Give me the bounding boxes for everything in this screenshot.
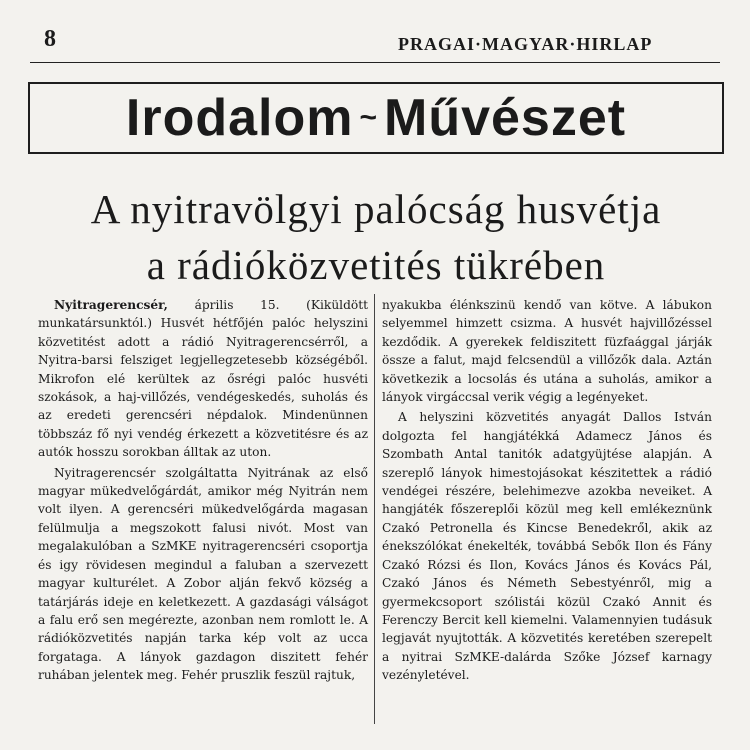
masthead: PRAGAI·MAGYAR·HIRLAP [398, 34, 653, 54]
article-column-right [382, 296, 712, 685]
column-divider [374, 294, 375, 724]
article-column-left [38, 296, 368, 685]
paragraph-text: április 15. (Kiküldött munkatársunktól.) Husvét hétfőjén palóc helyszini közvetitést adott a rádió Nyitragerencsérről, a Nyitra-barsi felsziget legjellegzetesebb községéből. Mikrofon elé kerültek az ősrégi palóc husvéti szokások, a haj-villőzés, vendégeskedés, suholás és az eredeti gerencséri népdalok. Mindenünnen többszáz fő nyi vendég érkezett a közvetitésre és az autók hosszu sorokban álltak az uton. [38, 298, 368, 460]
header-rule [30, 62, 720, 63]
article-paragraph: Nyitragerencsér szolgáltatta Nyitrának az első magyar mükedvelőgárdát, amikor még Nyitrán nem volt ilyen. A gerencséri mükedvelőgárda magasan felülmulja a megszokott falusi nivót. Most van megalakulóban a SzMKE nyitragerencséri csoportja és igy rövidesen megindul a faluban a szervezett magyar kulturélet. A Zobor alján fekvő község a tatárjárás ideje en keletkezett. A gazdasági válságot a falu erő sen megérezte, azonban nem romlott le. A rádióközvetités napján tarka kép volt az ucca forgataga. A lányok gazdagon diszitett fehér ruhában jelentek meg. Fehér pruszlik feszül rajtuk, [38, 465, 368, 683]
article-paragraph: A helyszini közvetités anyagát Dallos István dolgozta fel hangjátékká Adamecz János és Szombath Antal tanitók adatgyüjtése alapján. A szereplő lányok himestojásokat készitettek a rádió vendégei részére, belehimezve azokba neveiket. A hangjáték főszereplői közül meg kell emlékeznünk Czakó Petronella és Kincse Benedekről, akik az énekszólókat énekelték, továbbá Sebők Ilon és Fány Czakó Rózsi és Ilon, Kovács János és Kovács Pál, Czakó János és Németh Sebestyénről, mig a gyermekcsoport szólistái közül Czakó Annit és Ferenczy Bercit kell kiemelni. Valamennyien tudásuk legjavát nyujtották. A közvetités keretében szerepelt a nyitrai SzMKE-dalárda Szőke József karnagy vezényletével. [382, 410, 712, 683]
page-number: 8 [44, 26, 56, 52]
dateline: Nyitragerencsér, [54, 298, 168, 312]
headline-line-2: a rádióközvetités tükrében [146, 242, 606, 288]
headline-line-1: A nyitravölgyi palócság husvétja [90, 186, 662, 232]
article-paragraph [38, 296, 368, 462]
section-title-right: Művészet [384, 89, 627, 147]
article-paragraph: nyakukba élénkszinü kendő van kötve. A lábukon selyemmel himzett csizma. A husvét hajvillőzéssel kezdődik. A gyerekek feldiszitett füzfaággal járják össze a falut, majd felcsendül a villőzők dala. Aztán következik a locsolás és utána a suholás, amikor a lányok virgáccsal verik végig a legényeket. [382, 298, 712, 405]
section-separator: ~ [359, 101, 379, 134]
section-banner [28, 82, 724, 154]
section-title-left: Irodalom [125, 89, 354, 147]
